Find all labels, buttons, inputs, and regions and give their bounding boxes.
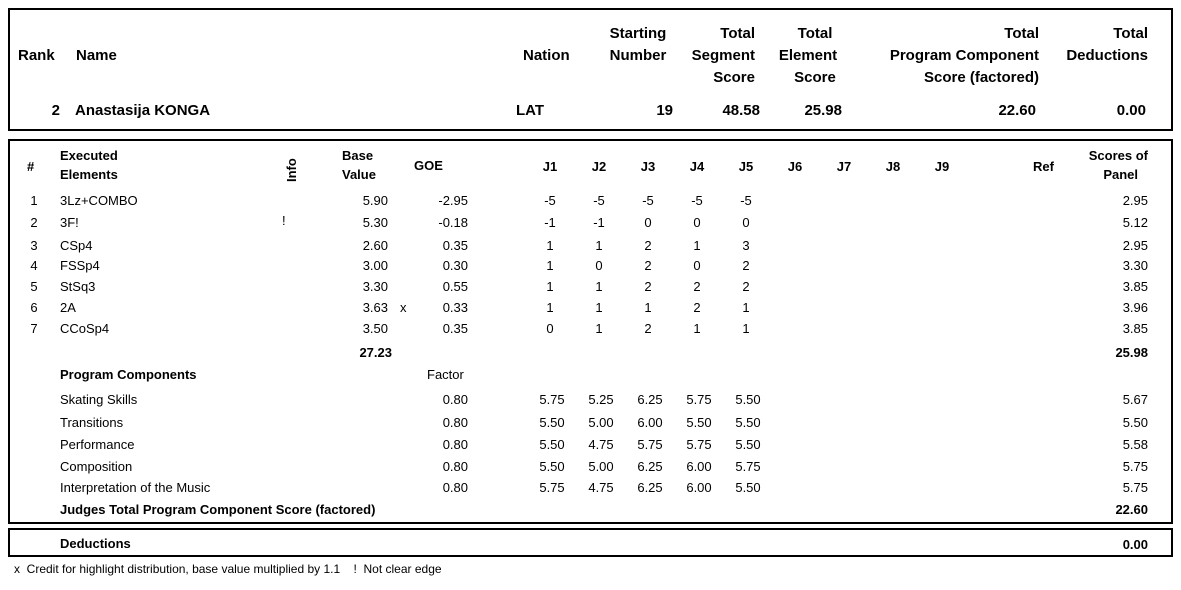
- skater-nation: LAT: [516, 102, 545, 119]
- component-judge-1-score: 5.75: [539, 480, 565, 495]
- element-base-value: 3.30: [362, 279, 388, 294]
- element-judge-1-score: 1: [546, 279, 554, 294]
- component-judge-4-score: 5.50: [686, 415, 712, 430]
- col-pcs-header-1: Total: [1004, 25, 1039, 42]
- element-number: 4: [30, 258, 38, 273]
- component-judge-2-score: 4.75: [588, 437, 614, 452]
- component-factor: 0.80: [442, 392, 468, 407]
- component-panel-score: 5.58: [1122, 437, 1148, 452]
- pcs-total-value: 22.60: [1115, 502, 1148, 517]
- component-judge-1-score: 5.50: [539, 437, 565, 452]
- component-judge-4-score: 6.00: [686, 480, 712, 495]
- elements-col-info-header: Info: [284, 158, 299, 182]
- element-base-value: 5.30: [362, 215, 388, 230]
- element-name: 3F!: [60, 215, 79, 230]
- elements-col-j3-header: J3: [640, 159, 656, 174]
- elements-col-base-header-2: Value: [342, 167, 376, 182]
- component-judge-3-score: 6.00: [637, 415, 663, 430]
- elements-col-ref-header: Ref: [1033, 159, 1054, 174]
- component-factor: 0.80: [442, 480, 468, 495]
- component-panel-score: 5.50: [1122, 415, 1148, 430]
- component-judge-5-score: 5.75: [735, 459, 761, 474]
- component-judge-1-score: 5.50: [539, 415, 565, 430]
- component-judge-5-score: 5.50: [735, 415, 761, 430]
- element-judge-2-score: -1: [593, 215, 605, 230]
- element-judge-4-score: 0: [693, 258, 701, 273]
- col-tss-header-1: Total: [720, 25, 755, 42]
- element-judge-5-score: 1: [742, 321, 750, 336]
- element-goe: -0.18: [438, 215, 468, 230]
- element-judge-5-score: 3: [742, 238, 750, 253]
- element-judge-1-score: 1: [546, 258, 554, 273]
- component-name: Transitions: [60, 415, 124, 430]
- elements-col-sop-header-2: Panel: [1103, 167, 1138, 182]
- skater-rank: 2: [51, 102, 60, 119]
- component-name: Skating Skills: [60, 392, 138, 407]
- element-judge-1-score: -5: [544, 193, 556, 208]
- elements-col-executed-header-1: Executed: [60, 148, 118, 163]
- element-name: CSp4: [60, 238, 93, 253]
- elements-col-sop-header-1: Scores of: [1088, 148, 1148, 163]
- program-components-title: Program Components: [60, 367, 197, 382]
- component-name: Composition: [60, 459, 133, 474]
- component-factor: 0.80: [442, 437, 468, 452]
- element-judge-5-score: 1: [742, 300, 750, 315]
- element-judge-4-score: -5: [691, 193, 703, 208]
- component-judge-1-score: 5.75: [539, 392, 565, 407]
- element-panel-score: 3.30: [1122, 258, 1148, 273]
- col-tes-header-2: Element: [778, 47, 838, 64]
- col-ded-header-1: Total: [1113, 25, 1148, 42]
- element-goe: 0.33: [442, 300, 468, 315]
- elements-col-j2-header: J2: [591, 159, 607, 174]
- element-goe: 0.35: [442, 321, 468, 336]
- element-number: 7: [30, 321, 38, 336]
- component-judge-5-score: 5.50: [735, 437, 761, 452]
- element-judge-3-score: 2: [644, 258, 652, 273]
- element-judge-4-score: 0: [693, 215, 701, 230]
- component-judge-1-score: 5.50: [539, 459, 565, 474]
- col-nation-header: Nation: [523, 47, 570, 64]
- element-base-value: 2.60: [362, 238, 388, 253]
- element-judge-1-score: 1: [546, 238, 554, 253]
- component-judge-2-score: 5.00: [588, 415, 614, 430]
- elements-col-j1-header: J1: [542, 159, 558, 174]
- element-judge-2-score: 1: [595, 238, 603, 253]
- col-tss-header-2: Segment: [691, 47, 755, 64]
- element-judge-4-score: 1: [693, 321, 701, 336]
- elements-col-j4-header: J4: [689, 159, 705, 174]
- component-judge-3-score: 6.25: [637, 392, 663, 407]
- element-panel-score: 3.85: [1122, 321, 1148, 336]
- col-tes-header-3: Score: [794, 69, 836, 86]
- component-judge-2-score: 5.25: [588, 392, 614, 407]
- element-judge-3-score: 2: [644, 238, 652, 253]
- element-judge-5-score: 2: [742, 279, 750, 294]
- col-ded-header-2: Deductions: [1066, 47, 1148, 64]
- deductions-value: 0.00: [1122, 537, 1148, 552]
- element-info: !: [282, 213, 286, 228]
- col-rank-header: Rank: [18, 47, 55, 64]
- col-name-header: Name: [76, 47, 117, 64]
- element-judge-3-score: -5: [642, 193, 654, 208]
- element-goe: -2.95: [438, 193, 468, 208]
- component-judge-3-score: 5.75: [637, 437, 663, 452]
- component-judge-4-score: 6.00: [686, 459, 712, 474]
- element-judge-2-score: 0: [595, 258, 603, 273]
- element-judge-2-score: -5: [593, 193, 605, 208]
- component-judge-2-score: 5.00: [588, 459, 614, 474]
- elements-col-base-header-1: Base: [342, 148, 374, 163]
- element-judge-2-score: 1: [595, 321, 603, 336]
- element-name: CCoSp4: [60, 321, 110, 336]
- element-judge-1-score: 1: [546, 300, 554, 315]
- element-x-mark: x: [400, 300, 407, 315]
- component-judge-4-score: 5.75: [686, 392, 712, 407]
- skater-starting-number: 19: [656, 102, 673, 119]
- element-goe: 0.55: [442, 279, 468, 294]
- element-number: 6: [30, 300, 38, 315]
- element-judge-5-score: 0: [742, 215, 750, 230]
- skater-name: Anastasija KONGA: [75, 102, 211, 119]
- element-number: 2: [30, 215, 38, 230]
- element-judge-2-score: 1: [595, 279, 603, 294]
- component-name: Interpretation of the Music: [60, 480, 211, 495]
- element-base-value: 3.63: [362, 300, 388, 315]
- element-judge-5-score: 2: [742, 258, 750, 273]
- element-name: 3Lz+COMBO: [60, 193, 138, 208]
- element-judge-3-score: 0: [644, 215, 652, 230]
- element-base-value: 3.00: [362, 258, 388, 273]
- skater-total-segment-score: 48.58: [722, 102, 760, 119]
- skater-total-deductions: 0.00: [1116, 102, 1146, 119]
- component-name: Performance: [60, 437, 135, 452]
- component-judge-5-score: 5.50: [735, 480, 761, 495]
- skater-total-element-score: 25.98: [804, 102, 842, 119]
- element-goe: 0.30: [442, 258, 468, 273]
- element-judge-2-score: 1: [595, 300, 603, 315]
- elements-col-j5-header: J5: [738, 159, 754, 174]
- element-judge-3-score: 2: [644, 279, 652, 294]
- element-judge-4-score: 1: [693, 238, 701, 253]
- element-judge-1-score: 0: [546, 321, 554, 336]
- legend-footnote: x Credit for highlight distribution, base value multiplied by 1.1 ! Not clear edge: [14, 562, 442, 576]
- element-panel-score: 2.95: [1122, 238, 1148, 253]
- element-judge-1-score: -1: [544, 215, 556, 230]
- component-judge-3-score: 6.25: [637, 480, 663, 495]
- elements-col-j7-header: J7: [836, 159, 852, 174]
- element-name: 2A: [60, 300, 76, 315]
- element-panel-score: 5.12: [1122, 215, 1148, 230]
- col-pcs-header-2: Program Component: [889, 47, 1039, 64]
- component-panel-score: 5.75: [1122, 480, 1148, 495]
- element-judge-3-score: 1: [644, 300, 652, 315]
- element-number: 1: [30, 193, 38, 208]
- col-pcs-header-3: Score (factored): [923, 69, 1039, 86]
- component-factor: 0.80: [442, 459, 468, 474]
- component-judge-5-score: 5.50: [735, 392, 761, 407]
- col-tes-header-1: Total: [797, 25, 833, 42]
- component-judge-3-score: 6.25: [637, 459, 663, 474]
- col-tss-header-3: Score: [713, 69, 755, 86]
- element-number: 3: [30, 238, 38, 253]
- element-panel-score: 3.85: [1122, 279, 1148, 294]
- program-components-factor-header: Factor: [427, 367, 464, 382]
- component-judge-4-score: 5.75: [686, 437, 712, 452]
- element-judge-5-score: -5: [740, 193, 752, 208]
- deductions-box: [8, 528, 1173, 557]
- col-starting-header-2: Number: [609, 47, 667, 64]
- pcs-total-label: Judges Total Program Component Score (factored): [60, 502, 376, 517]
- elements-col-executed-header-2: Elements: [60, 167, 118, 182]
- element-judge-3-score: 2: [644, 321, 652, 336]
- skater-total-pcs: 22.60: [998, 102, 1036, 119]
- element-base-value: 5.90: [362, 193, 388, 208]
- elements-col-num-header: #: [27, 159, 35, 174]
- element-goe: 0.35: [442, 238, 468, 253]
- element-judge-4-score: 2: [693, 300, 701, 315]
- elements-total-base: 27.23: [359, 345, 392, 360]
- elements-col-j8-header: J8: [885, 159, 901, 174]
- element-name: FSSp4: [60, 258, 100, 273]
- elements-col-j9-header: J9: [934, 159, 950, 174]
- elements-total-score: 25.98: [1115, 345, 1148, 360]
- component-factor: 0.80: [442, 415, 468, 430]
- deductions-label: Deductions: [60, 536, 131, 551]
- element-base-value: 3.50: [362, 321, 388, 336]
- elements-col-goe-header: GOE: [414, 158, 443, 173]
- element-name: StSq3: [60, 279, 96, 294]
- component-judge-2-score: 4.75: [588, 480, 614, 495]
- element-panel-score: 2.95: [1122, 193, 1148, 208]
- elements-col-j6-header: J6: [787, 159, 803, 174]
- element-judge-4-score: 2: [693, 279, 701, 294]
- component-panel-score: 5.67: [1122, 392, 1148, 407]
- element-number: 5: [30, 279, 38, 294]
- col-starting-header-1: Starting: [609, 25, 667, 42]
- element-panel-score: 3.96: [1122, 300, 1148, 315]
- component-panel-score: 5.75: [1122, 459, 1148, 474]
